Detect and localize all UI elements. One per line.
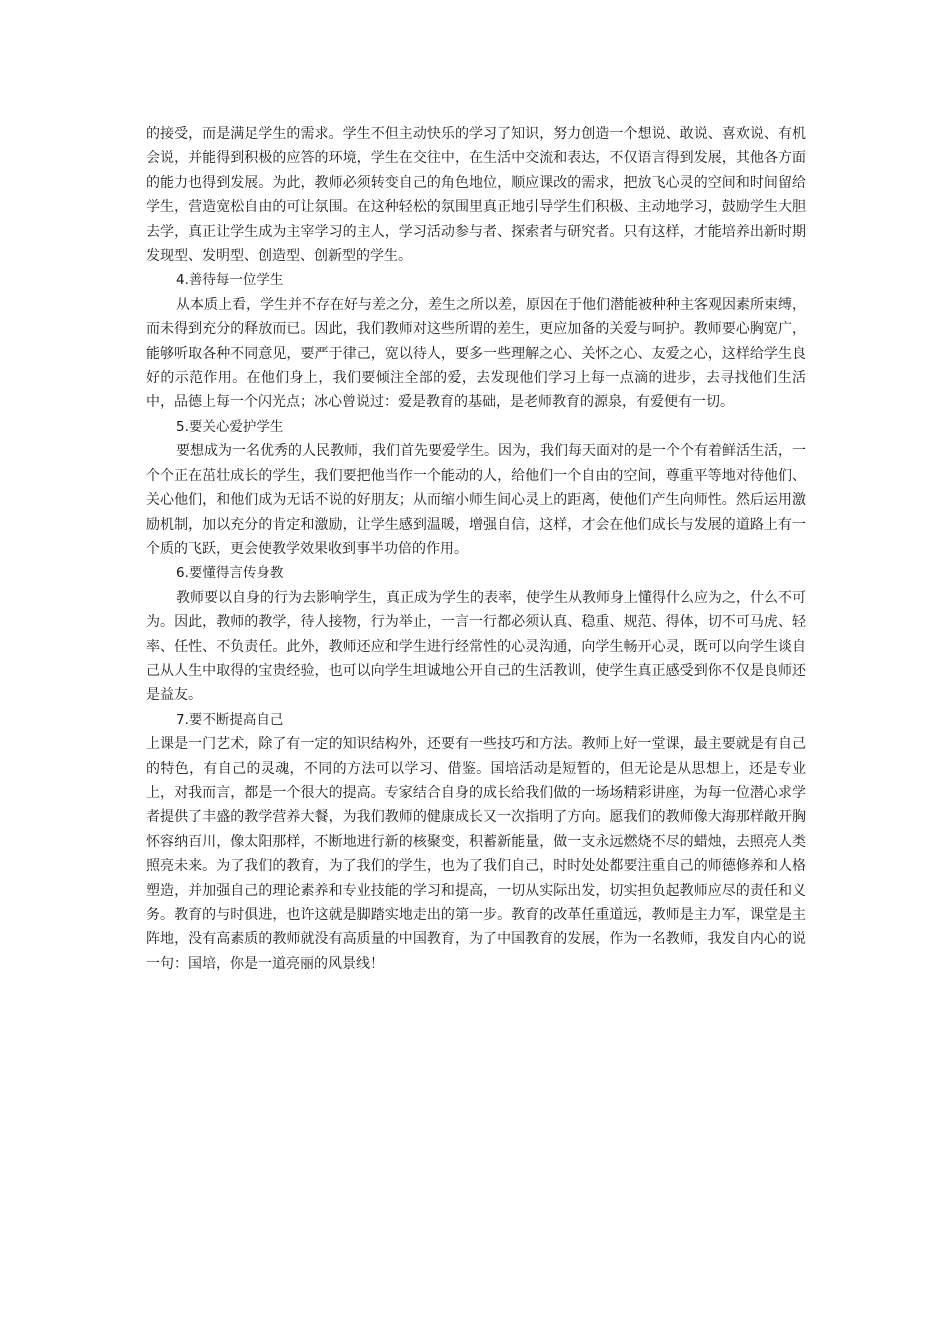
intro-paragraph: 的接受，而是满足学生的需求。学生不但主动快乐的学习了知识，努力创造一个想说、敢说、喜欢说、有机会说，并能得到积极的应答的环境，学生在交往中，在生活中交流和表达，不仅语言得到发展，其他各方面的能力也得到发展。为此，教师必须转变自己的角色地位，顺应课改的需求，把放飞心灵的空间和时间留给学生，营造宽松自由的可让氛围。在这种轻松的氛围里真正地引导学生们积极、主动地学习，鼓励学生大胆去学，真正让学生成为主宰学习的主人，学习活动参与者、探索者与研究者。只有这样，才能培养出新时期发现型、发明型、创造型、创新型的学生。	[146, 126, 806, 265]
section-body-care-students: 要想成为一名优秀的人民教师，我们首先要爱学生。因为，我们每天面对的是一个个有着鲜活生活，一个个正在茁壮成长的学生，我们要把他当作一个能动的人，给他们一个自由的空间，尊重平等地对待他们、关心他们，和他们成为无话不说的好朋友；从而缩小师生间心灵上的距离，使他们产生向师性。然后运用激励机制，加以充分的肯定和激励，让学生感到温暖，增强自信，这样，才会在他们成长与发展的道路上有一个质的飞跃，更会使教学效果收到事半功倍的作用。	[146, 443, 806, 557]
section-heading-treat-students: 4.善待每一位学生	[176, 272, 284, 289]
section-heading-self-improvement: 7.要不断提高自己	[176, 711, 284, 728]
section-body-self-improvement: 上课是一门艺术，除了有一定的知识结构外，还要有一些技巧和方法。教师上好一堂课，最主要就是有自己的特色，有自己的灵魂，不同的方法可以学习、借鉴。国培活动是短暂的，但无论是从思想上，还是专业上，对我而言，都是一个很大的提高。专家结合自身的成长给我们做的一场场精彩讲座，为每一位潜心求学者提供了丰盛的教学营养大餐，为我们教师的健康成长又一次指明了方向。愿我们的教师像大海那样敞开胸怀容纳百川，像太阳那样，不断地进行新的核聚变，积蓄新能量，做一支永远燃烧不尽的蜡烛，去照亮人类照亮未来。为了我们的教育，为了我们的学生，也为了我们自己，时时处处都要注重自己的师德修养和人格塑造，并加强自己的理论素养和专业技能的学习和提高，一切从实际出发，切实担负起教师应尽的责任和义务。教育的与时俱进，也许这就是脚踏实地走出的第一步。教育的改革任重道远，教师是主力军，课堂是主阵地，没有高素质的教师就没有高质量的中国教育，为了中国教育的发展，作为一名教师，我发自内心的说一句：国培，你是一道亮丽的风景线！	[146, 736, 806, 972]
section-body-lead-by-example: 教师要以自身的行为去影响学生，真正成为学生的表率，使学生从教师身上懂得什么应为之，什么不可为。因此，教师的教学，待人接物，行为举止，一言一行都必须认真、稳重、规范、得体，切不可马虎、轻率、任性、不负责任。此外，教师还应和学生进行经常性的心灵沟通，向学生畅开心灵，既可以向学生谈自己从人生中取得的宝贵经验，也可以向学生坦诚地公开自己的生活教训，使学生真正感受到你不仅是良师还是益友。	[146, 589, 806, 704]
document-page	[146, 122, 806, 976]
section-heading-care-students: 5.要关心爱护学生	[176, 418, 284, 435]
section-heading-lead-by-example: 6.要懂得言传身教	[176, 565, 284, 582]
section-body-treat-students: 从本质上看，学生并不存在好与差之分，差生之所以差，原因在于他们潜能被种种主客观因素所束缚，而未得到充分的释放而已。因此，我们教师对这些所谓的差生，更应加备的关爱与呵护。教师要心胸宽广，能够听取各种不同意见，要严于律己，宽以待人，要多一些理解之心、关怀之心、友爱之心，这样给学生良好的示范作用。在他们身上，我们要倾注全部的爱，去发现他们学习上每一点滴的进步，去寻找他们生活中，品德上每一个闪光点；冰心曾说过：爱是教育的基础，是老师教育的源泉，有爱便有一切。	[146, 296, 806, 411]
